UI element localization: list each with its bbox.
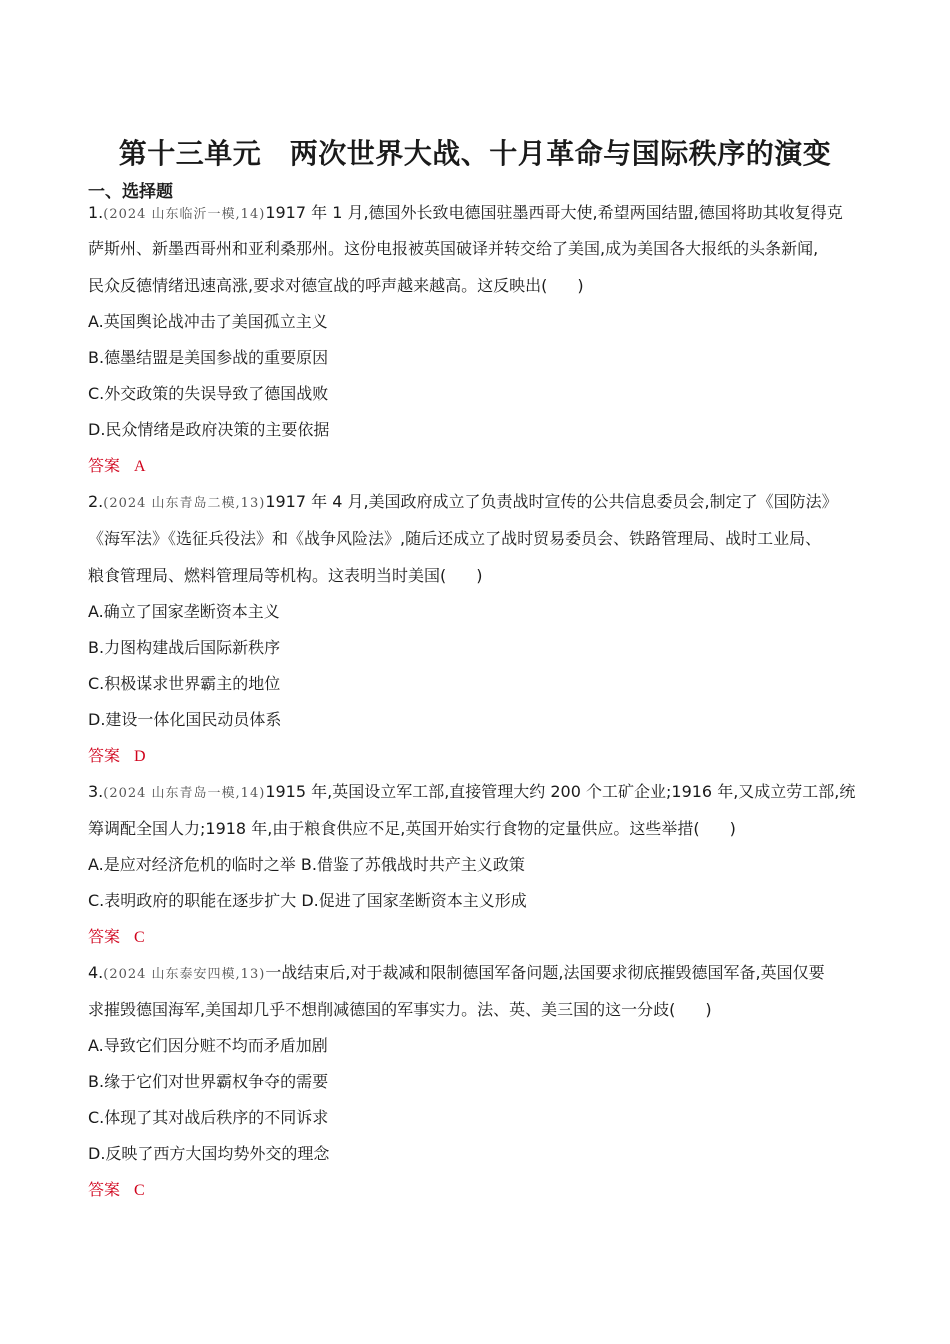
question-4-option-b: B.缘于它们对世界霸权争夺的需要 (88, 1072, 329, 1091)
question-source: (2024 山东青岛二模,13) (103, 496, 266, 511)
section-heading: 一、选择题 (88, 182, 173, 202)
question-4-stem-line-2: 求摧毁德国海军,美国却几乎不想削减德国的军事实力。法、英、美三国的这一分歧( ) (88, 1000, 712, 1019)
question-4-option-a: A.导致它们因分赃不均而矛盾加剧 (88, 1036, 328, 1055)
question-4-option-c: C.体现了其对战后秩序的不同诉求 (88, 1108, 329, 1127)
question-2-stem-line-2: 《海军法》《选征兵役法》和《战争风险法》,随后还成立了战时贸易委员会、铁路管理局、战时工业局、 (88, 529, 822, 548)
question-3-option-cd: C.表明政府的职能在逐步扩大 D.促进了国家垄断资本主义形成 (88, 891, 527, 910)
question-1-option-c: C.外交政策的失误导致了德国战败 (88, 384, 329, 403)
question-1-stem-line-2: 萨斯州、新墨西哥州和亚利桑那州。这份电报被英国破译并转交给了美国,成为美国各大报纸的头条新闻, (88, 239, 819, 258)
question-1-option-a: A.英国舆论战冲击了美国孤立主义 (88, 312, 328, 331)
question-1-option-b: B.德墨结盟是美国参战的重要原因 (88, 348, 329, 367)
question-4-answer: 答案 C (88, 1180, 145, 1199)
question-1-stem-line-1: 1.(2024 山东临沂一模,14)1917 年 1 月,德国外长致电德国驻墨西哥大使,希望两国结盟,德国将助其收复得克 (88, 203, 843, 222)
question-number: 1. (88, 203, 104, 222)
question-4-option-d: D.反映了西方大国均势外交的理念 (88, 1144, 330, 1163)
page-title: 第十三单元 两次世界大战、十月革命与国际秩序的演变 (118, 137, 832, 170)
question-4-stem-line-1: 4.(2024 山东泰安四模,13)一战结束后,对于裁减和限制德国军备问题,法国要求彻底摧毁德国军备,英国仅要 (88, 963, 825, 982)
question-1-answer: 答案 A (88, 456, 146, 475)
question-2-stem-line-1: 2.(2024 山东青岛二模,13)1917 年 4 月,美国政府成立了负责战时宣传的公共信息委员会,制定了《国防法》 (88, 492, 838, 511)
question-1-stem-line-3: 民众反德情绪迅速高涨,要求对德宣战的呼声越来越高。这反映出( ) (88, 276, 584, 295)
question-number: 2. (88, 492, 104, 511)
question-source: (2024 山东青岛一模,14) (103, 786, 266, 801)
question-number: 4. (88, 963, 104, 982)
question-number: 3. (88, 782, 104, 801)
question-3-option-ab: A.是应对经济危机的临时之举 B.借鉴了苏俄战时共产主义政策 (88, 855, 525, 874)
question-3-stem-line-1: 3.(2024 山东青岛一模,14)1915 年,英国设立军工部,直接管理大约 200 个工矿企业;1916 年,又成立劳工部,统 (88, 782, 856, 801)
question-2-stem-line-3: 粮食管理局、燃料管理局等机构。这表明当时美国( ) (88, 566, 483, 585)
question-2-answer: 答案 D (88, 746, 146, 765)
question-2-option-d: D.建设一体化国民动员体系 (88, 710, 282, 729)
question-2-option-b: B.力图构建战后国际新秩序 (88, 638, 281, 657)
question-2-option-a: A.确立了国家垄断资本主义 (88, 602, 280, 621)
question-2-option-c: C.积极谋求世界霸主的地位 (88, 674, 281, 693)
question-3-answer: 答案 C (88, 927, 145, 946)
question-source: (2024 山东临沂一模,14) (103, 207, 266, 222)
question-source: (2024 山东泰安四模,13) (103, 967, 266, 982)
question-1-option-d: D.民众情绪是政府决策的主要依据 (88, 420, 330, 439)
question-3-stem-line-2: 筹调配全国人力;1918 年,由于粮食供应不足,英国开始实行食物的定量供应。这些举措( ) (88, 819, 736, 838)
